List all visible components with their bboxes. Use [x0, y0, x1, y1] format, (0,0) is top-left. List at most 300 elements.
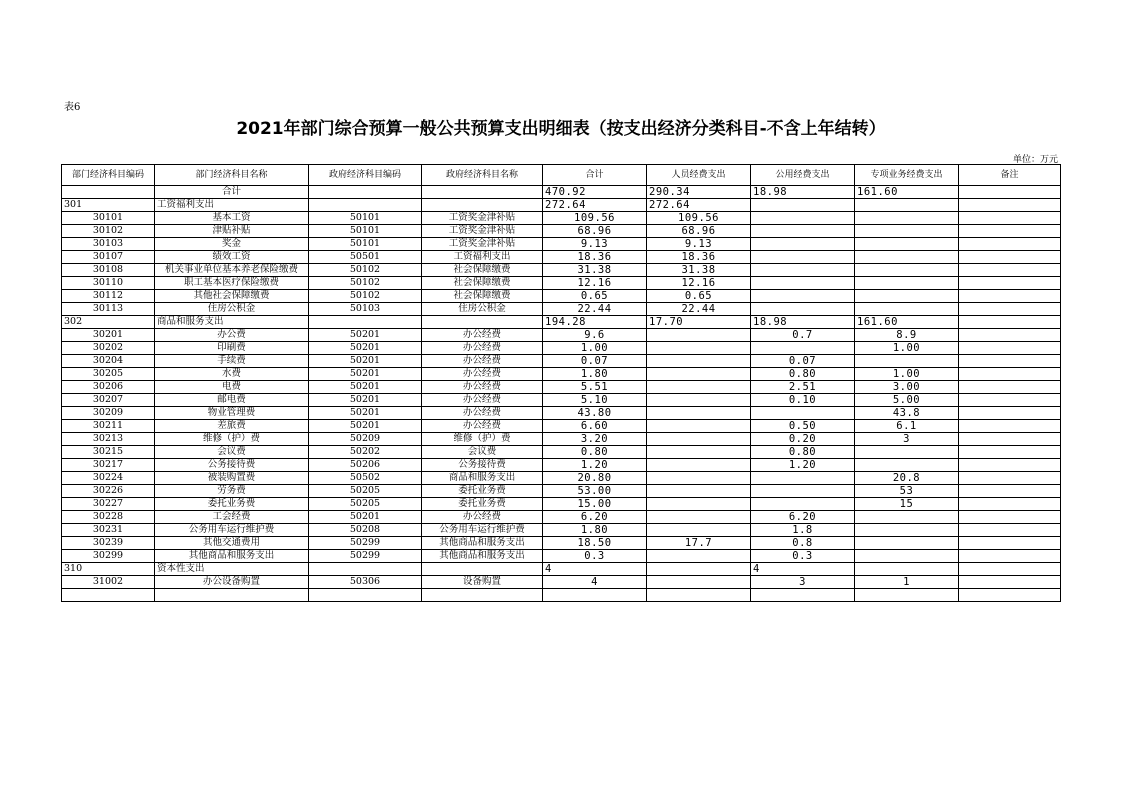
special-expense-cell: 43.8: [855, 407, 959, 420]
note-cell: [959, 264, 1061, 277]
gov-name-cell: 会议费: [422, 446, 543, 459]
gov-name-cell: [422, 186, 543, 199]
note-cell: [959, 524, 1061, 537]
table-row: [62, 459, 1061, 472]
gov-name-cell: 其他商品和服务支出: [422, 537, 543, 550]
note-cell: [959, 329, 1061, 342]
note-cell: [959, 238, 1061, 251]
staff-expense-cell: [647, 355, 751, 368]
note-cell: [959, 186, 1061, 199]
gov-name-cell: 办公经费: [422, 342, 543, 355]
staff-expense-cell: [647, 472, 751, 485]
note-cell: [959, 420, 1061, 433]
note-cell: [959, 290, 1061, 303]
dept-name-cell: 其他商品和服务支出: [155, 550, 309, 563]
public-expense-cell: 0.80: [751, 446, 855, 459]
note-cell: [959, 355, 1061, 368]
special-expense-cell: 5.00: [855, 394, 959, 407]
staff-expense-cell: [647, 394, 751, 407]
dept-code-cell: 30299: [62, 550, 155, 563]
dept-code-cell: 30101: [62, 212, 155, 225]
special-expense-cell: [855, 264, 959, 277]
total-cell: 6.60: [543, 420, 647, 433]
total-cell: 109.56: [543, 212, 647, 225]
note-cell: [959, 407, 1061, 420]
note-cell: [959, 342, 1061, 355]
public-expense-cell: 4: [751, 563, 855, 576]
total-cell: 9.13: [543, 238, 647, 251]
total-cell: 15.00: [543, 498, 647, 511]
unit-label: 单位：万元: [1012, 155, 1058, 165]
dept-name-cell: 合计: [155, 186, 309, 199]
note-cell: [959, 446, 1061, 459]
public-expense-cell: 0.20: [751, 433, 855, 446]
gov-code-cell: 50202: [309, 446, 422, 459]
gov-code-cell: 50102: [309, 277, 422, 290]
dept-code-cell: 30110: [62, 277, 155, 290]
dept-code-cell: 30207: [62, 394, 155, 407]
special-expense-cell: [855, 303, 959, 316]
special-expense-cell: 1.00: [855, 368, 959, 381]
gov-code-cell: 50101: [309, 212, 422, 225]
table-row: [62, 407, 1061, 420]
dept-name-cell: 委托业务费: [155, 498, 309, 511]
dept-code-cell: 30213: [62, 433, 155, 446]
page-title: 2021年部门综合预算一般公共预算支出明细表（按支出经济分类科目-不含上年结转）: [236, 119, 886, 139]
special-expense-cell: 1.00: [855, 342, 959, 355]
gov-code-cell: 50201: [309, 511, 422, 524]
total-cell: 5.10: [543, 394, 647, 407]
dept-name-cell: 奖金: [155, 238, 309, 251]
total-cell: 272.64: [543, 199, 647, 212]
note-cell: [959, 563, 1061, 576]
total-cell: 1.80: [543, 524, 647, 537]
dept-code-cell: 30205: [62, 368, 155, 381]
gov-code-cell: 50201: [309, 368, 422, 381]
dept-code-cell: 30226: [62, 485, 155, 498]
special-expense-cell: 161.60: [855, 186, 959, 199]
table-row: [62, 251, 1061, 264]
public-expense-cell: 6.20: [751, 511, 855, 524]
staff-expense-cell: [647, 485, 751, 498]
total-cell: 194.28: [543, 316, 647, 329]
table-row: [62, 355, 1061, 368]
staff-expense-cell: 9.13: [647, 238, 751, 251]
note-cell: [959, 433, 1061, 446]
gov-code-cell: 50201: [309, 407, 422, 420]
dept-name-cell: 其他社会保障缴费: [155, 290, 309, 303]
special-expense-cell: [855, 238, 959, 251]
gov-code-cell: [309, 563, 422, 576]
staff-expense-cell: [647, 524, 751, 537]
public-expense-cell: 0.3: [751, 550, 855, 563]
staff-expense-cell: [647, 368, 751, 381]
table-row: [62, 264, 1061, 277]
public-expense-cell: [751, 342, 855, 355]
note-cell: [959, 589, 1061, 602]
total-cell: 9.6: [543, 329, 647, 342]
gov-name-cell: 办公经费: [422, 394, 543, 407]
dept-name-cell: 职工基本医疗保险缴费: [155, 277, 309, 290]
total-cell: 5.51: [543, 381, 647, 394]
total-cell: 12.16: [543, 277, 647, 290]
staff-expense-cell: 31.38: [647, 264, 751, 277]
total-cell: 6.20: [543, 511, 647, 524]
gov-name-cell: 办公经费: [422, 381, 543, 394]
special-expense-cell: [855, 550, 959, 563]
dept-code-cell: 31002: [62, 576, 155, 589]
special-expense-cell: 3: [855, 433, 959, 446]
public-expense-cell: 18.98: [751, 186, 855, 199]
gov-name-cell: 办公经费: [422, 368, 543, 381]
dept-name-cell: 工会经费: [155, 511, 309, 524]
table-row: [62, 342, 1061, 355]
public-expense-cell: [751, 472, 855, 485]
dept-code-cell: 30108: [62, 264, 155, 277]
staff-expense-cell: 17.70: [647, 316, 751, 329]
dept-name-cell: 工资福利支出: [155, 199, 309, 212]
special-expense-cell: [855, 199, 959, 212]
dept-code-cell: 30202: [62, 342, 155, 355]
table-body: [62, 186, 1061, 602]
gov-name-cell: 委托业务费: [422, 498, 543, 511]
special-expense-cell: 20.8: [855, 472, 959, 485]
public-expense-cell: [751, 407, 855, 420]
table-row: [62, 212, 1061, 225]
dept-code-cell: 30231: [62, 524, 155, 537]
public-expense-cell: [751, 251, 855, 264]
gov-name-cell: 委托业务费: [422, 485, 543, 498]
special-expense-cell: [855, 537, 959, 550]
total-cell: 1.20: [543, 459, 647, 472]
special-expense-cell: 8.9: [855, 329, 959, 342]
gov-code-cell: 50201: [309, 394, 422, 407]
staff-expense-cell: [647, 511, 751, 524]
staff-expense-cell: 0.65: [647, 290, 751, 303]
gov-code-cell: 50299: [309, 537, 422, 550]
header-cell: 人员经费支出: [647, 165, 751, 186]
total-cell: 4: [543, 576, 647, 589]
total-cell: 43.80: [543, 407, 647, 420]
total-cell: 470.92: [543, 186, 647, 199]
note-cell: [959, 251, 1061, 264]
header-cell: 部门经济科目编码: [62, 165, 155, 186]
gov-code-cell: [309, 589, 422, 602]
staff-expense-cell: [647, 342, 751, 355]
gov-code-cell: 50102: [309, 264, 422, 277]
header-cell: 合计: [543, 165, 647, 186]
dept-name-cell: 绩效工资: [155, 251, 309, 264]
dept-name-cell: 手续费: [155, 355, 309, 368]
header-row: [62, 165, 1061, 186]
gov-name-cell: 其他商品和服务支出: [422, 550, 543, 563]
dept-name-cell: 邮电费: [155, 394, 309, 407]
special-expense-cell: [855, 446, 959, 459]
gov-code-cell: 50201: [309, 329, 422, 342]
dept-code-cell: 30201: [62, 329, 155, 342]
public-expense-cell: [751, 303, 855, 316]
gov-code-cell: 50205: [309, 485, 422, 498]
table-row: [62, 537, 1061, 550]
table-row: [62, 329, 1061, 342]
gov-name-cell: [422, 316, 543, 329]
dept-name-cell: 被装购置费: [155, 472, 309, 485]
table-row: [62, 277, 1061, 290]
gov-name-cell: 维修（护）费: [422, 433, 543, 446]
dept-name-cell: 电费: [155, 381, 309, 394]
special-expense-cell: [855, 524, 959, 537]
note-cell: [959, 472, 1061, 485]
gov-name-cell: 工资奖金津补贴: [422, 225, 543, 238]
public-expense-cell: 0.8: [751, 537, 855, 550]
staff-expense-cell: [647, 498, 751, 511]
note-cell: [959, 511, 1061, 524]
note-cell: [959, 303, 1061, 316]
dept-name-cell: 会议费: [155, 446, 309, 459]
dept-code-cell: 30228: [62, 511, 155, 524]
table-row: [62, 472, 1061, 485]
dept-name-cell: 劳务费: [155, 485, 309, 498]
gov-name-cell: [422, 199, 543, 212]
dept-code-cell: 30204: [62, 355, 155, 368]
staff-expense-cell: [647, 381, 751, 394]
note-cell: [959, 485, 1061, 498]
dept-name-cell: 住房公积金: [155, 303, 309, 316]
table-row: [62, 420, 1061, 433]
gov-code-cell: 50205: [309, 498, 422, 511]
dept-code-cell: 30113: [62, 303, 155, 316]
header-cell: 专项业务经费支出: [855, 165, 959, 186]
gov-code-cell: 50201: [309, 381, 422, 394]
special-expense-cell: [855, 290, 959, 303]
total-cell: 20.80: [543, 472, 647, 485]
special-expense-cell: 1: [855, 576, 959, 589]
public-expense-cell: 1.8: [751, 524, 855, 537]
public-expense-cell: [751, 225, 855, 238]
gov-name-cell: [422, 563, 543, 576]
gov-code-cell: 50208: [309, 524, 422, 537]
gov-code-cell: 50209: [309, 433, 422, 446]
header-cell: 备注: [959, 165, 1061, 186]
total-cell: 0.07: [543, 355, 647, 368]
gov-code-cell: [309, 199, 422, 212]
table-row: [62, 368, 1061, 381]
gov-code-cell: 50306: [309, 576, 422, 589]
public-expense-cell: [751, 238, 855, 251]
dept-code-cell: 302: [62, 316, 155, 329]
gov-code-cell: 50201: [309, 342, 422, 355]
total-cell: 1.80: [543, 368, 647, 381]
staff-expense-cell: [647, 420, 751, 433]
staff-expense-cell: [647, 589, 751, 602]
staff-expense-cell: 22.44: [647, 303, 751, 316]
total-row: [62, 186, 1061, 199]
table-row: [62, 225, 1061, 238]
table-row: [62, 485, 1061, 498]
public-expense-cell: [751, 212, 855, 225]
public-expense-cell: 18.98: [751, 316, 855, 329]
dept-name-cell: 差旅费: [155, 420, 309, 433]
gov-code-cell: [309, 186, 422, 199]
group-row: [62, 563, 1061, 576]
gov-name-cell: 工资福利支出: [422, 251, 543, 264]
staff-expense-cell: [647, 433, 751, 446]
note-cell: [959, 550, 1061, 563]
note-cell: [959, 368, 1061, 381]
special-expense-cell: 161.60: [855, 316, 959, 329]
group-row: [62, 316, 1061, 329]
staff-expense-cell: [647, 446, 751, 459]
table-tag: 表6: [64, 102, 81, 113]
table-row: [62, 550, 1061, 563]
special-expense-cell: [855, 459, 959, 472]
public-expense-cell: [751, 264, 855, 277]
staff-expense-cell: 17.7: [647, 537, 751, 550]
total-cell: 3.20: [543, 433, 647, 446]
header-cell: 公用经费支出: [751, 165, 855, 186]
table-row: [62, 524, 1061, 537]
dept-code-cell: 30206: [62, 381, 155, 394]
table-row: [62, 394, 1061, 407]
staff-expense-cell: 68.96: [647, 225, 751, 238]
gov-name-cell: 办公经费: [422, 420, 543, 433]
dept-name-cell: [155, 589, 309, 602]
staff-expense-cell: [647, 407, 751, 420]
group-row: [62, 199, 1061, 212]
public-expense-cell: 0.7: [751, 329, 855, 342]
gov-name-cell: 公务用车运行维护费: [422, 524, 543, 537]
note-cell: [959, 316, 1061, 329]
dept-code-cell: 30215: [62, 446, 155, 459]
dept-code-cell: [62, 589, 155, 602]
table-row: [62, 290, 1061, 303]
gov-name-cell: 设备购置: [422, 576, 543, 589]
public-expense-cell: [751, 290, 855, 303]
total-cell: [543, 589, 647, 602]
gov-code-cell: 50102: [309, 290, 422, 303]
gov-name-cell: 社会保障缴费: [422, 264, 543, 277]
dept-name-cell: 商品和服务支出: [155, 316, 309, 329]
dept-code-cell: 30103: [62, 238, 155, 251]
total-cell: 0.80: [543, 446, 647, 459]
dept-name-cell: 基本工资: [155, 212, 309, 225]
dept-name-cell: 办公费: [155, 329, 309, 342]
gov-code-cell: 50101: [309, 225, 422, 238]
dept-name-cell: 水费: [155, 368, 309, 381]
special-expense-cell: [855, 251, 959, 264]
staff-expense-cell: [647, 563, 751, 576]
dept-code-cell: 30239: [62, 537, 155, 550]
staff-expense-cell: [647, 576, 751, 589]
dept-name-cell: 维修（护）费: [155, 433, 309, 446]
special-expense-cell: [855, 355, 959, 368]
gov-name-cell: 公务接待费: [422, 459, 543, 472]
special-expense-cell: [855, 277, 959, 290]
note-cell: [959, 537, 1061, 550]
staff-expense-cell: 290.34: [647, 186, 751, 199]
dept-code-cell: 310: [62, 563, 155, 576]
gov-name-cell: 办公经费: [422, 407, 543, 420]
special-expense-cell: 53: [855, 485, 959, 498]
total-cell: 68.96: [543, 225, 647, 238]
gov-name-cell: 社会保障缴费: [422, 277, 543, 290]
note-cell: [959, 576, 1061, 589]
public-expense-cell: 0.10: [751, 394, 855, 407]
gov-code-cell: 50201: [309, 355, 422, 368]
note-cell: [959, 394, 1061, 407]
gov-code-cell: 50206: [309, 459, 422, 472]
dept-code-cell: 30102: [62, 225, 155, 238]
dept-name-cell: 其他交通费用: [155, 537, 309, 550]
public-expense-cell: [751, 199, 855, 212]
gov-name-cell: 办公经费: [422, 329, 543, 342]
gov-name-cell: [422, 589, 543, 602]
special-expense-cell: [855, 511, 959, 524]
gov-name-cell: 工资奖金津补贴: [422, 238, 543, 251]
staff-expense-cell: 109.56: [647, 212, 751, 225]
gov-code-cell: 50502: [309, 472, 422, 485]
dept-code-cell: 30227: [62, 498, 155, 511]
note-cell: [959, 225, 1061, 238]
dept-code-cell: 30107: [62, 251, 155, 264]
public-expense-cell: 2.51: [751, 381, 855, 394]
gov-name-cell: 办公经费: [422, 355, 543, 368]
header-cell: 部门经济科目名称: [155, 165, 309, 186]
public-expense-cell: [751, 498, 855, 511]
dept-name-cell: 办公设备购置: [155, 576, 309, 589]
public-expense-cell: 0.50: [751, 420, 855, 433]
note-cell: [959, 277, 1061, 290]
note-cell: [959, 498, 1061, 511]
staff-expense-cell: 272.64: [647, 199, 751, 212]
special-expense-cell: 3.00: [855, 381, 959, 394]
note-cell: [959, 459, 1061, 472]
special-expense-cell: [855, 563, 959, 576]
expenditure-table: [61, 164, 1061, 602]
table-row: [62, 446, 1061, 459]
total-cell: 31.38: [543, 264, 647, 277]
staff-expense-cell: 12.16: [647, 277, 751, 290]
public-expense-cell: 3: [751, 576, 855, 589]
staff-expense-cell: [647, 550, 751, 563]
header-cell: 政府经济科目编码: [309, 165, 422, 186]
public-expense-cell: [751, 589, 855, 602]
special-expense-cell: 6.1: [855, 420, 959, 433]
gov-code-cell: 50103: [309, 303, 422, 316]
total-cell: 4: [543, 563, 647, 576]
dept-code-cell: 301: [62, 199, 155, 212]
gov-name-cell: 住房公积金: [422, 303, 543, 316]
header-cell: 政府经济科目名称: [422, 165, 543, 186]
gov-name-cell: 社会保障缴费: [422, 290, 543, 303]
staff-expense-cell: [647, 329, 751, 342]
gov-name-cell: 办公经费: [422, 511, 543, 524]
dept-name-cell: 物业管理费: [155, 407, 309, 420]
public-expense-cell: [751, 277, 855, 290]
dept-name-cell: 机关事业单位基本养老保险缴费: [155, 264, 309, 277]
gov-code-cell: [309, 316, 422, 329]
gov-code-cell: 50501: [309, 251, 422, 264]
dept-code-cell: [62, 186, 155, 199]
note-cell: [959, 381, 1061, 394]
gov-name-cell: 工资奖金津补贴: [422, 212, 543, 225]
note-cell: [959, 212, 1061, 225]
total-cell: 53.00: [543, 485, 647, 498]
dept-code-cell: 30112: [62, 290, 155, 303]
special-expense-cell: [855, 225, 959, 238]
gov-code-cell: 50201: [309, 420, 422, 433]
dept-code-cell: 30209: [62, 407, 155, 420]
